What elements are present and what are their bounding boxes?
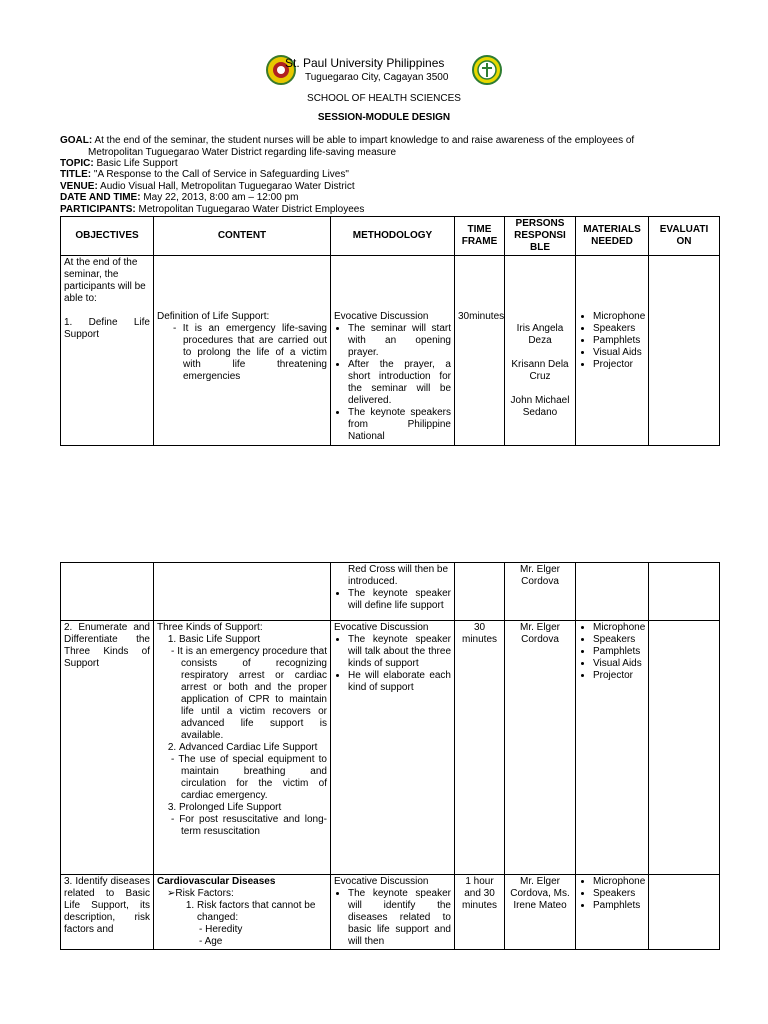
col-persons: PERSONS RESPONSI BLE (505, 217, 576, 256)
goal-line: GOAL: At the end of the seminar, the student nurses will be able to impart knowledge to and raise awareness of the employees of (60, 135, 635, 146)
col-materials: MATERIALS NEEDED (576, 217, 649, 256)
document-title: SESSION-MODULE DESIGN (317, 112, 451, 123)
materials-cell: • Microphone • Speakers • Pamphlets • Visual Aids • Projector (576, 256, 649, 446)
col-methodology: METHODOLOGY (331, 217, 455, 256)
time-cell: 1 hour and 30 minutes (455, 875, 505, 950)
methodology-cell: Evocative Discussion • The seminar will start with an opening prayer. • After the prayer, a short introduction for the seminar will be delivered. • The keynote speakers from Philippine National (331, 256, 455, 446)
session-table-page1 (60, 216, 720, 446)
col-objectives: OBJECTIVES (61, 217, 154, 256)
objective-cell: 2. Enumerate and Differentiate the Three Kinds of Support (61, 621, 154, 875)
evaluation-cell (649, 621, 720, 875)
school-name: SCHOOL OF HEALTH SCIENCES (307, 93, 461, 104)
table-header-row (61, 217, 720, 256)
session-table-page2 (60, 562, 720, 950)
persons-cell: Mr. Elger Cordova, Ms. Irene Mateo (505, 875, 576, 950)
content-cell: Definition of Life Support: - It is an emergency life-saving procedures that are carried out to prolong the life of a victim with life threatening emergencies (154, 256, 331, 446)
col-evaluation: EVALUATI ON (649, 217, 720, 256)
participants-line: PARTICIPANTS: Metropolitan Tuguegarao Water District Employees (60, 204, 365, 215)
persons-cell: Iris Angela Deza Krisann Dela Cruz John Michael Sedano (505, 256, 576, 446)
persons-cell: Mr. Elger Cordova (505, 621, 576, 875)
methodology-cell: Red Cross will then be introduced. • The keynote speaker will define life support (331, 563, 455, 621)
evaluation-cell (649, 875, 720, 950)
university-address: Tuguegarao City, Cagayan 3500 (305, 72, 449, 83)
col-content: CONTENT (154, 217, 331, 256)
goal-line-cont: Metropolitan Tuguegarao Water District regarding life-saving measure (88, 147, 397, 158)
col-time-frame: TIME FRAME (455, 217, 505, 256)
methodology-cell: Evocative Discussion • The keynote speaker will talk about the three kinds of support • He will elaborate each kind of support (331, 621, 455, 875)
school-seal-logo (472, 55, 502, 85)
topic-line: TOPIC: Basic Life Support (60, 158, 178, 169)
content-cell: Cardiovascular Diseases ➢ Risk Factors: 1. Risk factors that cannot be changed: - Heredity - Age (154, 875, 331, 950)
venue-line: VENUE: Audio Visual Hall, Metropolitan Tuguegarao Water District (60, 181, 355, 192)
objective-cell: At the end of the seminar, the participants will be able to: 1. Define Life Support (61, 256, 154, 446)
date-line: DATE AND TIME: May 22, 2013, 8:00 am – 12:00 pm (60, 192, 299, 203)
materials-cell: • Microphone • Speakers • Pamphlets (576, 875, 649, 950)
table-row (61, 256, 720, 446)
persons-cell: Mr. Elger Cordova (505, 563, 576, 621)
evaluation-cell (649, 256, 720, 446)
table-row (61, 875, 720, 950)
methodology-cell: Evocative Discussion • The keynote speaker will identify the diseases related to basic life support and will then (331, 875, 455, 950)
time-cell: 30 minutes (455, 621, 505, 875)
table-row (61, 563, 720, 621)
content-cell: Three Kinds of Support: 1. Basic Life Support - It is an emergency procedure that consists of recognizing respiratory arrest or cardiac arrest or both and the proper application of CPR to maintain life until a victim recovers or advanced life support is available. 2. Advanced Cardiac Life Support - The use of special equipment to maintain breathing and circulation for the victim of cardiac emergency. 3. Prolonged Life Support - For post resuscitative and long-term resuscitation (154, 621, 331, 875)
table-row (61, 621, 720, 875)
materials-cell: • Microphone • Speakers • Pamphlets • Visual Aids • Projector (576, 621, 649, 875)
objective-cell: 3. Identify diseases related to Basic Life Support, its description, risk factors and (61, 875, 154, 950)
time-cell: 30minutes (455, 256, 505, 446)
title-line: TITLE: "A Response to the Call of Service in Safeguarding Lives" (60, 169, 349, 180)
university-name: St. Paul University Philippines (285, 56, 445, 70)
